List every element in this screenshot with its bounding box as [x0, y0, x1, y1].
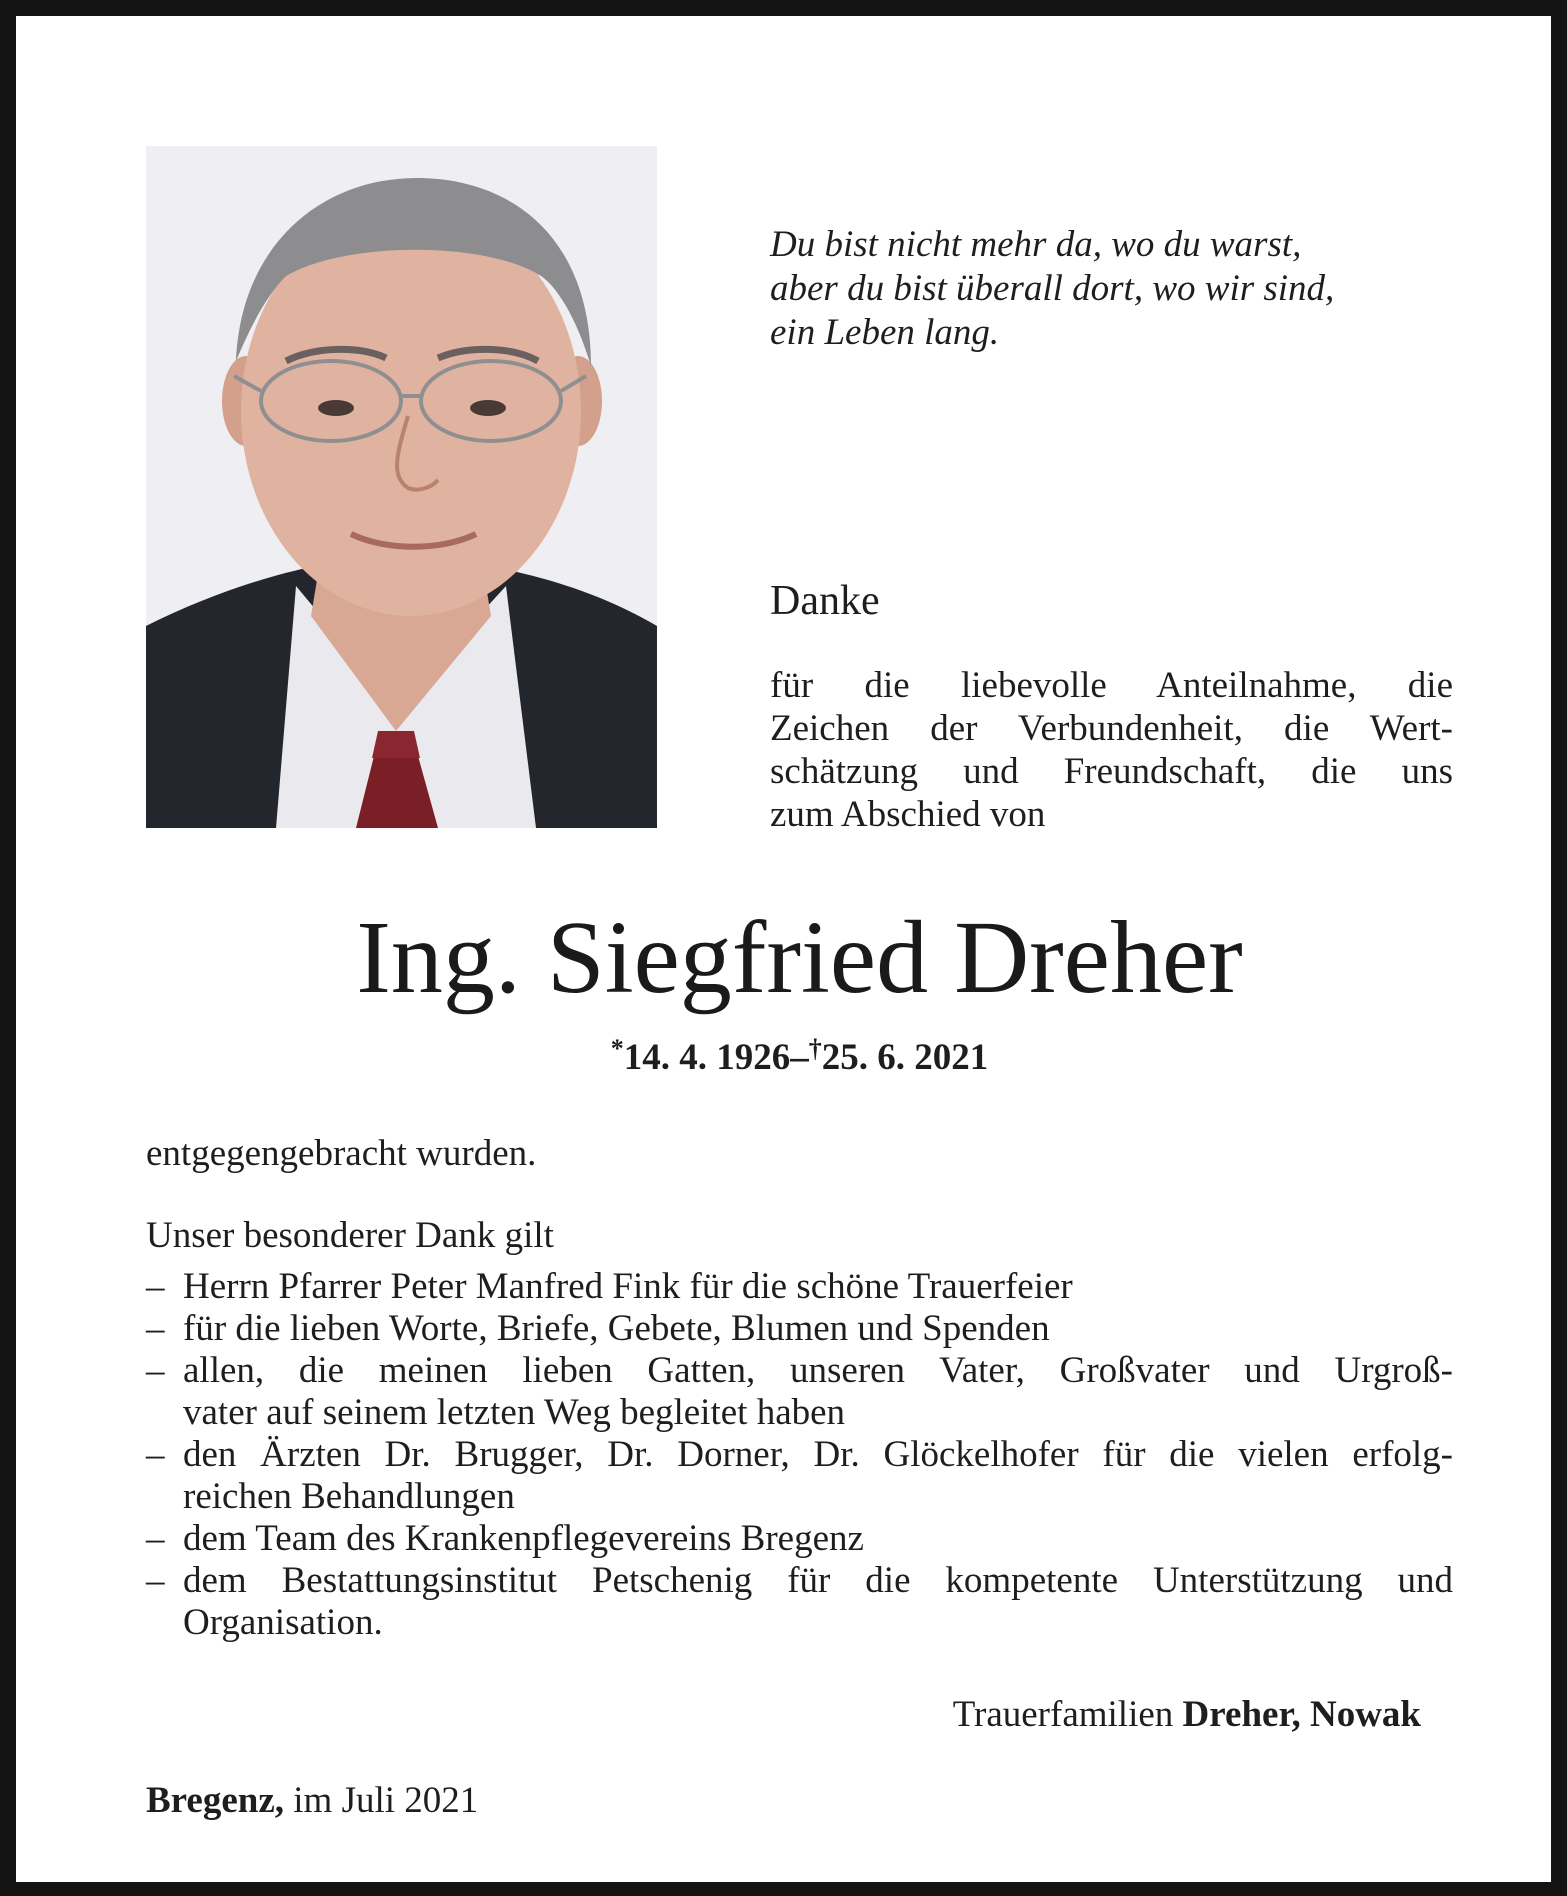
list-item-line: reichen Behandlungen — [183, 1476, 515, 1517]
list-item — [146, 1518, 1453, 1560]
list-item-line: Organisation. — [183, 1602, 383, 1643]
memorial-poem — [770, 223, 1490, 355]
thanks-line: Zeichen der Verbundenheit, die Wert- — [770, 708, 1453, 749]
list-item-line: allen, die meinen lieben Gatten, unseren Vater, Großvater und Urgroß- — [183, 1350, 1453, 1391]
signature-families: Dreher, Nowak — [1182, 1694, 1421, 1735]
list-dash: – — [146, 1434, 165, 1475]
list-item — [146, 1560, 1453, 1644]
date-separator: – — [790, 1037, 809, 1078]
list-item — [146, 1308, 1453, 1350]
list-item — [146, 1350, 1453, 1434]
list-dash: – — [146, 1560, 165, 1601]
death-symbol: † — [808, 1034, 822, 1063]
list-dash: – — [146, 1266, 165, 1307]
birth-symbol: * — [610, 1034, 624, 1063]
place: Bregenz, — [146, 1780, 285, 1821]
thanks-line: zum Abschied von — [770, 794, 1046, 835]
poem-line: aber du bist überall dort, wo wir sind, — [770, 268, 1335, 309]
death-date: 25. 6. 2021 — [821, 1037, 989, 1078]
deceased-name: Ing. Siegfried Dreher — [356, 900, 1243, 1015]
portrait-photo — [146, 146, 657, 828]
thanks-paragraph — [770, 664, 1453, 836]
poem-line: ein Leben lang. — [770, 312, 1000, 353]
place-date — [146, 1778, 478, 1824]
list-item — [146, 1434, 1453, 1518]
list-dash: – — [146, 1350, 165, 1391]
poem-line: Du bist nicht mehr da, wo du warst, — [770, 224, 1302, 265]
signature-prefix: Trauerfamilien — [952, 1694, 1174, 1735]
list-dash: – — [146, 1308, 165, 1349]
thanks-line: für die liebevolle Anteilnahme, die — [770, 665, 1453, 706]
portrait-illustration — [146, 146, 657, 828]
list-item-line: dem Bestattungsinstitut Petschenig für die kompetente Unterstützung und — [183, 1560, 1453, 1601]
list-item-line: für die lieben Worte, Briefe, Gebete, Blumen und Spenden — [183, 1308, 1050, 1349]
list-item-line: Herrn Pfarrer Peter Manfred Fink für die schöne Trauerfeier — [183, 1266, 1073, 1307]
birth-date: 14. 4. 1926 — [623, 1037, 791, 1078]
list-item-line: vater auf seinem letzten Weg begleitet haben — [183, 1392, 846, 1433]
received-text: entgegengebracht wurden. — [146, 1133, 537, 1174]
life-dates — [146, 1026, 1453, 1081]
list-item — [146, 1266, 1453, 1308]
thanks-heading: Danke — [770, 578, 880, 624]
list-dash: – — [146, 1518, 165, 1559]
thanks-line: schätzung und Freundschaft, die uns — [770, 751, 1453, 792]
signature — [953, 1692, 1421, 1738]
thanks-list — [146, 1266, 1453, 1644]
special-thanks-intro: Unser besonderer Dank gilt — [146, 1215, 554, 1256]
list-item-line: dem Team des Krankenpflegevereins Bregenz — [183, 1518, 864, 1559]
date: im Juli 2021 — [293, 1780, 479, 1821]
list-item-line: den Ärzten Dr. Brugger, Dr. Dorner, Dr. Glöckelhofer für die vielen erfolg- — [183, 1434, 1453, 1475]
